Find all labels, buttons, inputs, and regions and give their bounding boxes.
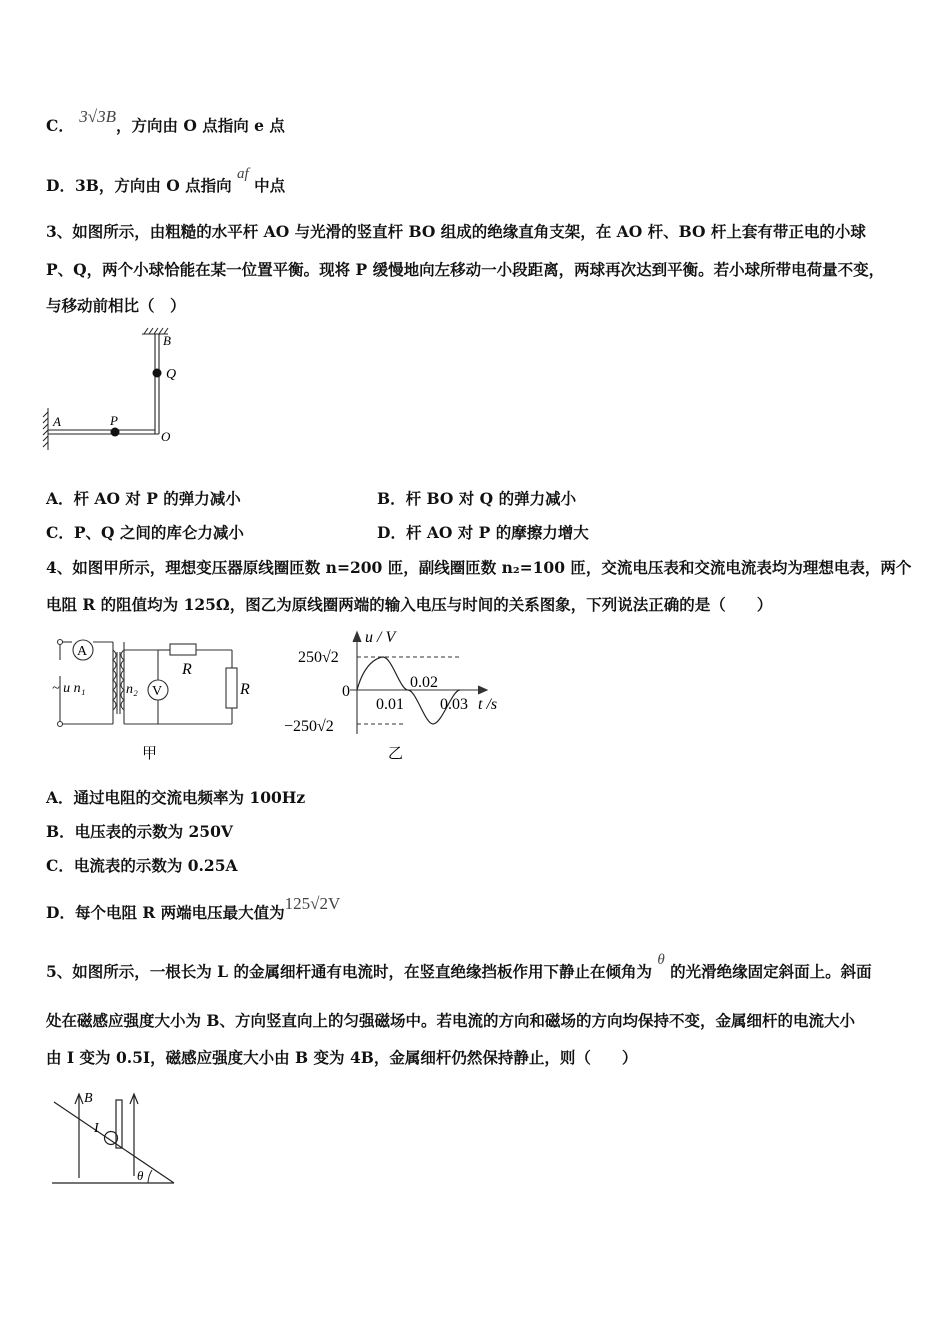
q3-stem-line: P、Q，两个小球恰能在某一位置平衡。现将 P 缓慢地向左移动一小段距离，两球再次达到平衡。若小球所带电荷量不变， <box>46 260 885 279</box>
resistor-right-label: R <box>240 681 250 698</box>
q4-stem-line: 电阻 R 的阻值均为 125Ω，图乙为原线圈两端的输入电压与时间的关系图象，下列说法正确的是（ ） <box>46 595 773 614</box>
source-label: ~ u n₁ <box>52 681 86 696</box>
q4-option-d[interactable] <box>46 894 341 923</box>
label-a: A <box>53 414 61 429</box>
formula: 3√3B <box>79 107 116 126</box>
q2-option-d[interactable] <box>46 166 286 196</box>
y-min-label: −250√2 <box>284 718 334 735</box>
circuit-caption: 甲 <box>142 746 158 762</box>
y-label: u / V <box>365 629 396 646</box>
q3-stem-line: 与移动前相比（ ） <box>46 296 186 315</box>
label-theta: θ <box>137 1168 144 1183</box>
label-q: Q <box>166 367 177 382</box>
q3-figure <box>40 322 200 452</box>
q4-stem-line: 4、如图甲所示，理想变压器原线圈匝数 n=200 匝，副线圈匝数 n₂=100 匝，交流电压表和交流电流表均为理想电表，两个 <box>46 558 912 577</box>
formula: af <box>237 166 249 182</box>
q3-option-d[interactable]: D．杆 AO 对 P 的摩擦力增大 <box>377 523 589 542</box>
graph-caption: 乙 <box>388 746 404 762</box>
q4-option-c[interactable]: C．电流表的示数为 0.25A <box>46 856 238 875</box>
q4-option-a[interactable]: A．通过电阻的交流电频率为 100Hz <box>46 788 306 807</box>
label-i: I <box>94 1121 99 1136</box>
q5-stem-line: 由 I 变为 0.5I，磁感应强度大小由 B 变为 4B，金属细杆仍然保持静止，则（ ） <box>46 1048 638 1067</box>
q4-voltage-graph <box>280 626 510 766</box>
tick-label: 0.02 <box>410 674 438 691</box>
tick-label: 0.01 <box>376 696 404 713</box>
label-p: P <box>110 413 118 428</box>
resistor-right <box>226 668 237 708</box>
angle-arc <box>148 1170 152 1183</box>
option-text: D．每个电阻 R 两端电压最大值为 <box>46 903 285 922</box>
origin-label: 0 <box>342 683 350 700</box>
y-max-label: 250√2 <box>298 649 339 666</box>
label-o: O <box>161 429 171 444</box>
q3-stem-line: 3、如图所示，由粗糙的水平杆 AO 与光滑的竖直杆 BO 组成的绝缘直角支架，在 AO 杆、BO 杆上套有带正电的小球 <box>46 222 866 241</box>
resistor-top <box>170 644 196 655</box>
option-label: C． <box>46 116 74 135</box>
option-text: 中点 <box>254 176 286 195</box>
voltmeter-label: V <box>152 684 163 699</box>
option-label: D．3B，方向由 O 点指向 <box>46 176 232 195</box>
formula: 125√2V <box>284 894 341 913</box>
q4-circuit-figure <box>50 630 270 770</box>
x-label: t /s <box>478 696 498 713</box>
q4-option-b[interactable]: B．电压表的示数为 250V <box>46 822 233 841</box>
rod-bo <box>155 334 159 434</box>
ball-q <box>153 369 162 378</box>
wall-hatch <box>43 408 48 450</box>
q5-stem-line: 5、如图所示，一根长为 L 的金属细杆通有电流时，在竖直绝缘挡板作用下静止在倾角为 θ 的光滑绝缘固定斜面上。斜面 <box>46 952 872 981</box>
q3-option-b[interactable]: B．杆 BO 对 Q 的弹力减小 <box>377 489 577 508</box>
rod-ao <box>48 430 159 434</box>
q5-stem-line: 处在磁感应强度大小为 B、方向竖直向上的匀强磁场中。若电流的方向和磁场的方向均保持不变，金属细杆的电流大小 <box>46 1011 856 1030</box>
q3-option-c[interactable]: C．P、Q 之间的库仑力减小 <box>46 523 244 542</box>
label-b: B <box>163 333 171 348</box>
resistor-top-label: R <box>182 661 192 678</box>
ammeter-label: A <box>77 644 88 659</box>
incline <box>54 1102 174 1183</box>
option-text: ，方向由 O 点指向 e 点 <box>115 116 285 135</box>
ball-p <box>111 428 120 437</box>
label-b: B <box>84 1091 93 1106</box>
q3-option-a[interactable]: A．杆 AO 对 P 的弹力减小 <box>46 489 241 508</box>
n2-label: n₂ <box>126 682 138 697</box>
tick-label: 0.03 <box>440 696 468 713</box>
q5-figure <box>48 1086 188 1191</box>
q2-option-c[interactable] <box>46 107 285 136</box>
formula: θ <box>657 952 665 968</box>
